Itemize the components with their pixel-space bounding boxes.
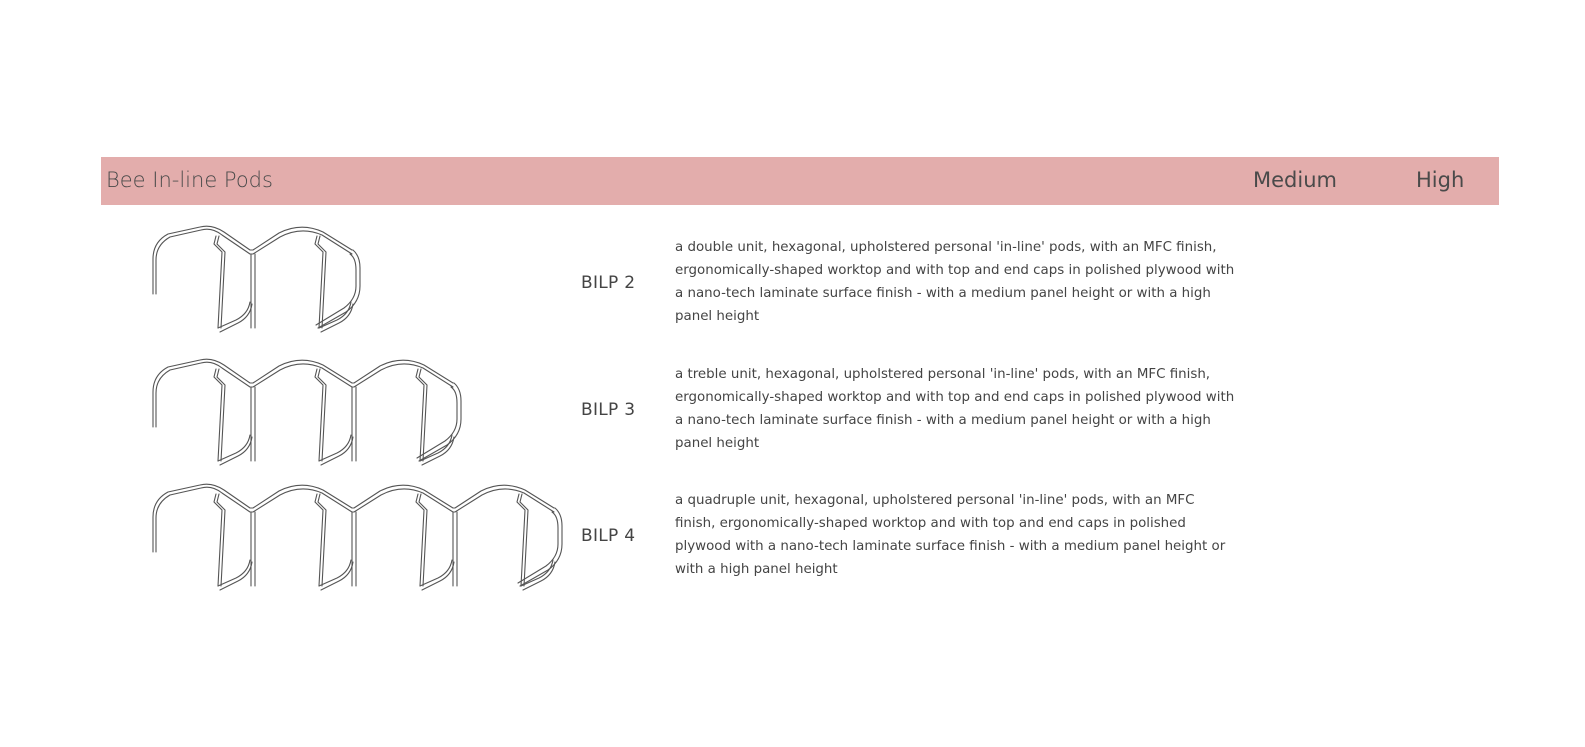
pod-outline-stroke bbox=[321, 562, 353, 590]
pod-outline-stroke bbox=[214, 369, 222, 461]
pod-outline-stroke bbox=[517, 494, 525, 586]
pod-outline-svg bbox=[150, 482, 566, 592]
pod-outline-stroke bbox=[214, 236, 222, 328]
pod-outline-stroke bbox=[416, 494, 424, 586]
pod-outline-stroke bbox=[319, 435, 351, 461]
pod-outline-stroke bbox=[218, 435, 250, 461]
pod-outline-stroke bbox=[321, 304, 353, 332]
product-description bbox=[675, 489, 1235, 581]
pod-outline-stroke bbox=[214, 494, 222, 586]
pod-outline-stroke bbox=[156, 362, 457, 458]
pod-outline-svg bbox=[150, 224, 364, 334]
pod-outline-stroke bbox=[153, 359, 461, 461]
pod-outline-stroke bbox=[319, 560, 351, 586]
pod-outline-stroke bbox=[220, 562, 252, 590]
table-header bbox=[101, 157, 1499, 205]
pod-outline-stroke bbox=[422, 437, 454, 465]
pod-outline-stroke bbox=[220, 304, 252, 332]
product-code: BILP 3 bbox=[581, 400, 636, 420]
column-header-medium: Medium bbox=[1253, 168, 1337, 192]
product-code: BILP 4 bbox=[581, 526, 636, 546]
pod-outline-stroke bbox=[218, 560, 250, 586]
product-code: BILP 2 bbox=[581, 273, 636, 293]
pod-outline-stroke bbox=[218, 302, 250, 328]
pod-drawing-bilp2 bbox=[150, 224, 364, 334]
pod-outline-stroke bbox=[156, 487, 558, 583]
pod-outline-stroke bbox=[315, 494, 323, 586]
product-description-text: a treble unit, hexagonal, upholstered personal 'in-line' pods, with an MFC finish, ergonomically-shaped worktop and with top and end caps in polished plywood with a nano-tech laminate surface finish - with a medium panel height or with a high panel height bbox=[675, 367, 1235, 451]
pod-outline-stroke bbox=[523, 562, 555, 590]
pod-outline-stroke bbox=[315, 369, 323, 461]
pod-outline-stroke bbox=[321, 437, 353, 465]
product-description-text: a quadruple unit, hexagonal, upholstered personal 'in-line' pods, with an MFC finish, ergonomically-shaped worktop and with top and end caps in polished plywood with a nano-tech laminate surface finish - with a medium panel height or with a high panel height bbox=[675, 493, 1226, 577]
pod-outline-svg bbox=[150, 357, 465, 467]
pod-outline-stroke bbox=[153, 226, 360, 328]
product-description-text: a double unit, hexagonal, upholstered personal 'in-line' pods, with an MFC finish, ergonomically-shaped worktop and with top and end caps in polished plywood with a nano-tech laminate surface finish - with a medium panel height or with a high panel height bbox=[675, 240, 1235, 324]
column-header-high: High bbox=[1416, 168, 1465, 192]
pod-outline-stroke bbox=[220, 437, 252, 465]
pod-outline-stroke bbox=[315, 236, 323, 328]
page-title: Bee In-line Pods bbox=[106, 168, 273, 192]
pod-outline-stroke bbox=[420, 560, 452, 586]
product-description bbox=[675, 363, 1235, 455]
pod-drawing-bilp3 bbox=[150, 357, 465, 467]
pod-outline-stroke bbox=[416, 369, 424, 461]
pod-outline-stroke bbox=[422, 562, 454, 590]
product-description bbox=[675, 236, 1235, 328]
pod-outline-stroke bbox=[156, 229, 356, 325]
pod-drawing-bilp4 bbox=[150, 482, 566, 592]
